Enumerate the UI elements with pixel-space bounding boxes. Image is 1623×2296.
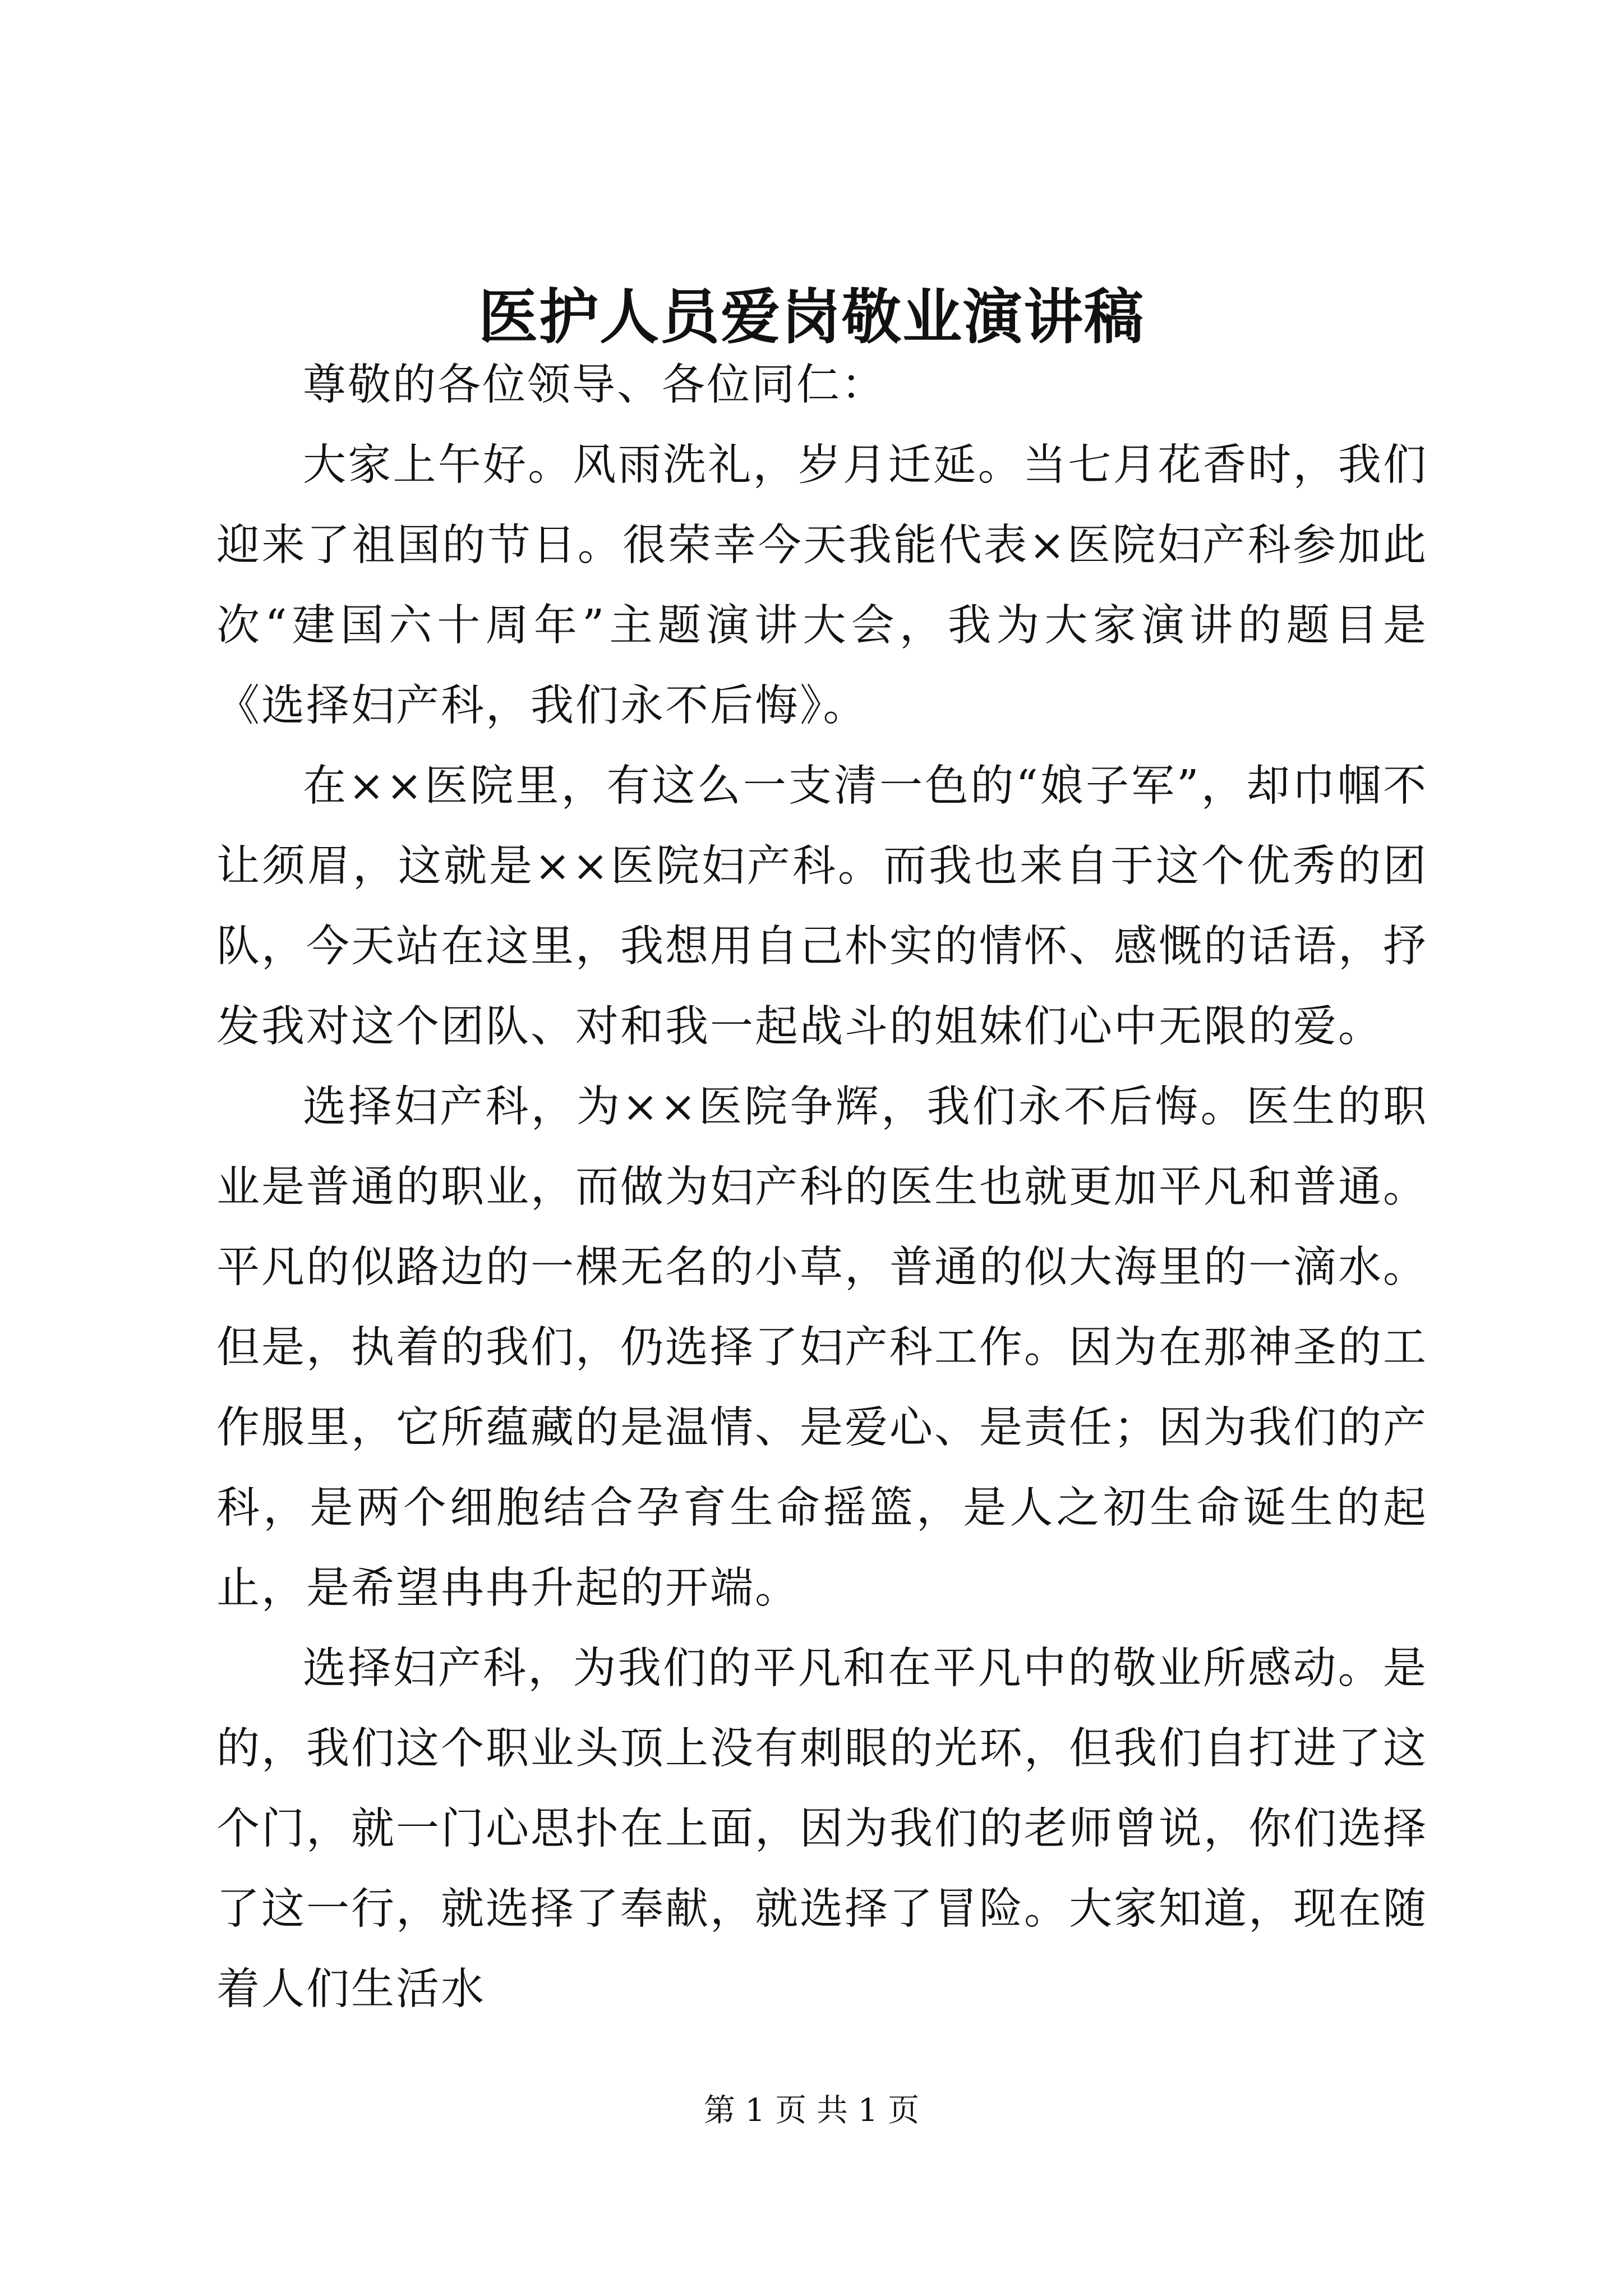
page-footer: 第 1 页 共 1 页 — [703, 2092, 920, 2129]
salutation: 尊敬的各位领导、各位同仁： — [303, 360, 886, 410]
document-title: 医护人员爱岗敬业演讲稿 — [478, 282, 1145, 352]
paragraph-2: 在××医院里，有这么一支清一色的“娘子军”，却巾帼不让须眉，这就是××医院妇产科。而我也来自于这个优秀的团队，今天站在这里，我想用自己朴实的情怀、感慨的话语，抒发我对这个团队、对和我一起战斗的姐妹们心中无限的爱。 — [216, 761, 1428, 1052]
paragraph-3: 选择妇产科，为××医院争辉，我们永不后悔。医生的职业是普通的职业，而做为妇产科的医生也就更加平凡和普通。平凡的似路边的一棵无名的小草，普通的似大海里的一滴水。但是，执着的我们，仍选择了妇产科工作。因为在那神圣的工作服里，它所蕴藏的是温情、是爱心、是责任；因为我们的产科，是两个细胞结合孕育生命摇篮，是人之初生命诞生的起止，是希望冉冉升起的开端。 — [216, 1082, 1428, 1613]
paragraph-1: 大家上午好。风雨洗礼，岁月迁延。当七月花香时，我们迎来了祖国的节日。很荣幸今天我能代表×医院妇产科参加此次“建国六十周年”主题演讲大会，我为大家演讲的题目是《选择妇产科，我们永不后悔》。 — [216, 440, 1428, 731]
paragraph-4: 选择妇产科，为我们的平凡和在平凡中的敬业所感动。是的，我们这个职业头顶上没有刺眼的光环，但我们自打进了这个门，就一门心思扑在上面，因为我们的老师曾说，你们选择了这一行，就选择了奉献，就选择了冒险。大家知道，现在随着人们生活水 — [216, 1644, 1428, 2014]
document-body — [216, 345, 1428, 2030]
